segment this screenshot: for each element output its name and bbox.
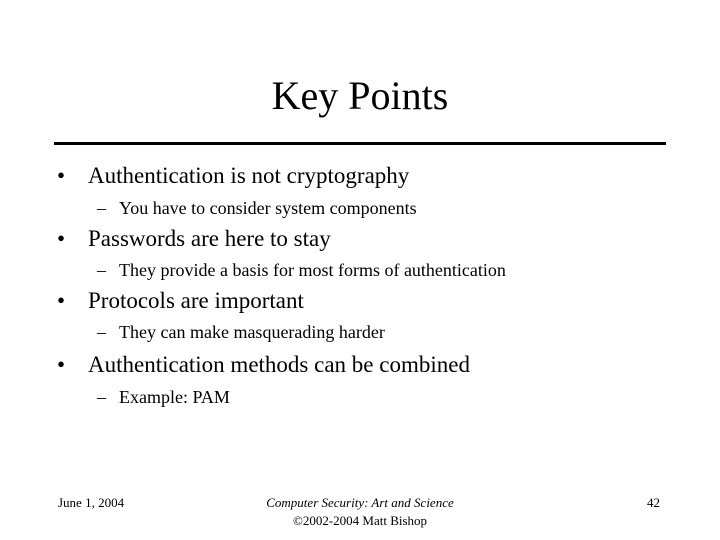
slide-title: Key Points: [271, 73, 449, 118]
sub-point-text: You have to consider system components: [119, 198, 417, 218]
dash-icon: –: [97, 198, 106, 218]
dash-icon: –: [97, 322, 106, 342]
footer-date: June 1, 2004: [58, 495, 125, 510]
bullet-text: Passwords are here to stay: [88, 226, 331, 251]
footer-credits: [210, 494, 510, 530]
bullet-icon: •: [57, 163, 66, 188]
sub-point-1: [97, 197, 417, 219]
bullet-point-1: [57, 162, 409, 190]
dash-icon: –: [97, 260, 106, 280]
sub-point-text: Example: PAM: [119, 387, 230, 407]
bullet-text: Authentication is not cryptography: [88, 163, 410, 188]
title-divider: [54, 142, 666, 145]
sub-point-4: [97, 386, 230, 408]
sub-point-text: They can make masquerading harder: [119, 322, 385, 342]
bullet-point-4: [57, 351, 470, 379]
footer-page-number: 42: [647, 495, 660, 510]
bullet-point-3: [57, 287, 304, 315]
bullet-text: Authentication methods can be combined: [88, 352, 470, 377]
footer-copyright: ©2002-2004 Matt Bishop: [292, 513, 428, 528]
bullet-icon: •: [57, 226, 66, 251]
dash-icon: –: [97, 387, 106, 407]
footer-book-title: Computer Security: Art and Science: [266, 495, 454, 510]
sub-point-3: [97, 321, 385, 343]
bullet-icon: •: [57, 352, 66, 377]
bullet-point-2: [57, 225, 331, 253]
sub-point-text: They provide a basis for most forms of authentication: [119, 260, 506, 280]
sub-point-2: [97, 259, 506, 281]
bullet-text: Protocols are important: [88, 288, 304, 313]
bullet-icon: •: [57, 288, 66, 313]
